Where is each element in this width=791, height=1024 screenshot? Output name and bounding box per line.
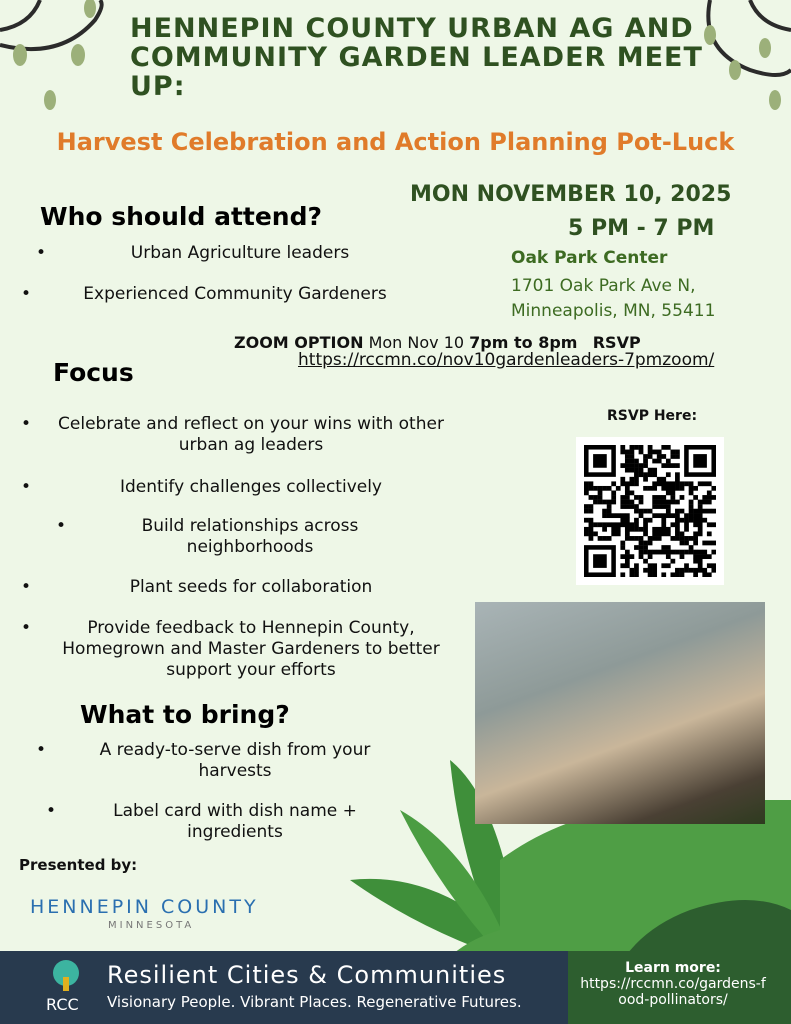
zoom-rsvp-link[interactable]: https://rccmn.co/nov10gardenleaders-7pmzoom/	[298, 350, 715, 370]
list-item: • Plant seeds for collaboration	[55, 577, 447, 598]
qr-code-icon	[584, 445, 716, 577]
hennepin-logo: HENNEPIN COUNTY	[30, 896, 259, 918]
zoom-time: 7pm to 8pm	[469, 333, 578, 352]
rcc-tagline: Visionary People. Vibrant Places. Regenerative Futures.	[107, 993, 522, 1011]
rcc-tree-icon	[46, 959, 86, 993]
list-item: • Identify challenges collectively	[55, 477, 447, 498]
list-item: • Build relationships across neighborhoods	[90, 516, 410, 558]
event-date: MON NOVEMBER 10, 2025	[410, 182, 732, 207]
rcc-org-name: Resilient Cities & Communities	[107, 961, 507, 989]
vine-decoration-left	[0, 0, 120, 110]
page-title: HENNEPIN COUNTY URBAN AG AND COMMUNITY GARDEN LEADER MEET UP:	[130, 13, 703, 102]
garden-photo	[475, 602, 765, 824]
address-line: Minneapolis, MN, 55411	[511, 301, 716, 321]
learn-more-label: Learn more:	[625, 960, 721, 976]
address-line: 1701 Oak Park Ave N,	[511, 276, 696, 296]
list-item: • Provide feedback to Hennepin County, Homegrown and Master Gardeners to better support your efforts	[55, 618, 447, 681]
learn-more-link[interactable]: https://rccmn.co/gardens-food-pollinators/	[580, 976, 766, 1008]
zoom-date: Mon Nov 10	[368, 333, 465, 352]
event-time: 5 PM - 7 PM	[568, 216, 715, 241]
page-subtitle: Harvest Celebration and Action Planning Pot-Luck	[56, 128, 735, 156]
attend-heading: Who should attend?	[40, 202, 322, 231]
rcc-logo-text: RCC	[46, 995, 79, 1014]
zoom-label: ZOOM OPTION	[234, 333, 364, 352]
learn-more-panel	[568, 951, 778, 1024]
rsvp-label: RSVP Here:	[607, 408, 698, 424]
event-address	[511, 274, 715, 324]
presented-by-label: Presented by:	[19, 856, 138, 874]
bring-heading: What to bring?	[80, 700, 290, 729]
list-item: • A ready-to-serve dish from your harvests	[70, 740, 400, 782]
zoom-rsvp: RSVP	[592, 333, 641, 352]
event-venue: Oak Park Center	[511, 248, 668, 268]
focus-heading: Focus	[53, 358, 134, 387]
footer-banner	[0, 951, 568, 1024]
list-item: • Label card with dish name + ingredients	[80, 801, 390, 843]
hennepin-state: MINNESOTA	[108, 920, 195, 931]
list-item: • Urban Agriculture leaders	[70, 243, 410, 264]
rsvp-qr-code[interactable]	[576, 437, 724, 585]
list-item: • Experienced Community Gardeners	[55, 284, 415, 305]
list-item: • Celebrate and reflect on your wins with other urban ag leaders	[55, 414, 447, 456]
